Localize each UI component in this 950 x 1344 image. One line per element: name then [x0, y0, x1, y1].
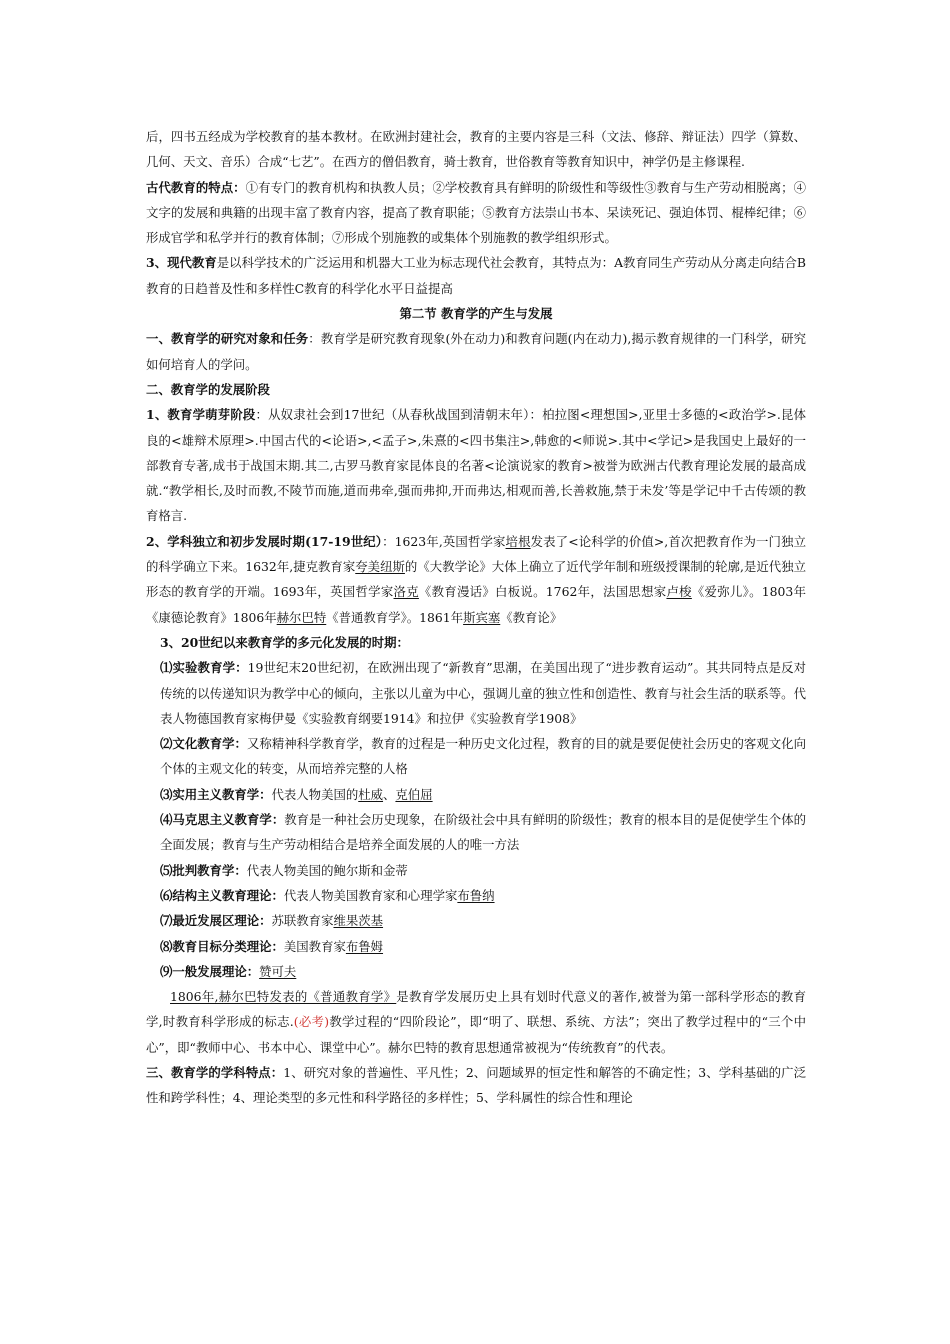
list-item	[146, 858, 806, 883]
list-item	[146, 782, 806, 807]
name-bloom: 布鲁姆	[345, 938, 384, 954]
stage-2-text-4: 《教育漫话》白板说。1762年，法国思想家	[418, 584, 667, 600]
paragraph-stage-1	[146, 402, 806, 528]
modern-education-text: 是以科学技术的广泛运用和机器大工业为标志现代社会教育，其特点为：A教育同生产劳动从分离走向结合B教育的日趋普及性和多样性C教育的科学化水平日益提高	[146, 255, 806, 296]
item-text: 教育是一种社会历史现象，在阶级社会中具有鲜明的阶级性；教育的根本目的是促使学生个体的全面发展；教育与生产劳动相结合是培养全面发展的人的唯一方法	[160, 812, 807, 853]
stage-2-text-7: 《教育论》	[500, 609, 563, 625]
item-label: ⑵文化教育学：	[160, 736, 247, 752]
item-label: ⑷马克思主义教育学：	[160, 812, 285, 828]
list-item	[146, 959, 806, 984]
herbart-text-2: 教学过程的“四阶段论”，即“明了、联想、系统、方法”；突出了教学过程中的“三个中心”，即“教师中心、书本中心、课堂中心”。赫尔巴特的教育思想通常被视为“传统教育”的代表。	[146, 1014, 806, 1055]
item-text: 代表人物美国教育家和心理学家	[283, 887, 458, 903]
stage-1-label: 1、教育学萌芽阶段	[146, 407, 256, 423]
item-separator: 、	[383, 786, 396, 802]
name-zankov: 赞可夫	[259, 963, 297, 979]
heading-stage-3: 3、20世纪以来教育学的多元化发展的时期：	[160, 634, 409, 650]
paragraph-ancient-features	[146, 175, 806, 251]
item-label: ⑶实用主义教育学：	[160, 786, 272, 802]
list-item	[146, 731, 806, 782]
paragraph-curriculum: 后，四书五经成为学校教育的基本教材。在欧洲封建社会，教育的主要内容是三科（文法、修辞、辩证法）四学（算数、几何、天文、音乐）合成“七艺”。在西方的僧侣教育，骑士教育，世俗教育等教育知识中，神学仍是主修课程.	[146, 129, 806, 170]
name-kilpatrick: 克伯屈	[395, 786, 433, 802]
list-item	[146, 807, 806, 858]
must-test-mark: (必考)	[293, 1014, 330, 1030]
item-label: ⑹结构主义教育理论：	[160, 887, 284, 903]
herbart-text-1: 是教育学发展历史上具有划时代意义的著作,被誉为第一部科学形态的教育学,时教育科学形成的标志.	[146, 989, 806, 1030]
paragraph-modern-education	[146, 250, 806, 301]
item-text: 美国教育家	[283, 938, 346, 954]
research-object-label: 一、教育学的研究对象和任务	[146, 331, 309, 347]
document-body	[146, 124, 806, 1111]
discipline-features-label: 三、教育学的学科特点：	[146, 1064, 284, 1080]
research-object-text: ：教育学是研究教育现象(外在动力)和教育问题(内在动力),揭示教育规律的一门科学，研究如何培育人的学问。	[146, 331, 806, 372]
stage-2-text-3: 的《大教学论》大体上确立了近代学年制和班级授课制的轮廓,是近代独立形态的教育学的开端。1693年，英国哲学家	[146, 559, 806, 600]
list-item	[146, 883, 806, 908]
item-label: ⑸批判教育学：	[160, 862, 247, 878]
stage-2-text-2: 发表了<论科学的价值>,首次把教育作为一门独立的科学确立下来。1632年,捷克教育家	[146, 533, 806, 575]
name-herbart: 赫尔巴特	[276, 609, 327, 625]
ancient-features-text: ①有专门的教育机构和执教人员；②学校教育具有鲜明的阶级性和等级性③教育与生产劳动相脱离；④文字的发展和典籍的出现丰富了教育内容，提高了教育职能；⑤教育方法崇山书本、呆读死记、强迫体罚、棍棒纪律；⑥形成官学和私学并行的教育体制；⑦形成个别施教的或集体个别施教的教学组织形式。	[146, 179, 807, 246]
item-text: 代表人物美国的鲍尔斯和金蒂	[246, 862, 408, 878]
section-title: 第二节 教育学的产生与发展	[399, 306, 553, 322]
name-locke: 洛克	[393, 584, 419, 600]
list-item	[146, 934, 806, 959]
paragraph-research-object	[146, 326, 806, 377]
name-dewey: 杜威	[358, 786, 384, 802]
name-spencer: 斯宾塞	[463, 609, 501, 625]
discipline-features-text: 1、研究对象的普遍性、平凡性；2、问题域界的恒定性和解答的不确定性；3、学科基础的广泛性和跨学科性；4、理论类型的多元性和科学路径的多样性；5、学科属性的综合性和理论	[146, 1064, 807, 1106]
item-label: ⑴实验教育学：	[160, 660, 248, 676]
item-text: 又称精神科学教育学，教育的过程是一种历史文化过程，教育的目的就是要促使社会历史的客观文化向个体的主观文化的转变，从而培养完整的人格	[160, 736, 807, 777]
list-item	[146, 908, 806, 933]
name-bruner: 布鲁纳	[457, 887, 495, 903]
item-text: 19世纪末20世纪初，在欧洲出现了“新教育”思潮，在美国出现了“进步教育运动”。其共同特点是反对传统的以传递知识为教学中心的倾向，主张以儿童为中心，强调儿童的独立性和创造性、教育与社会生活的联系等。代表人物德国教育家梅伊曼《实验教育纲要1914》和拉伊《实验教育学1908》	[160, 660, 807, 726]
ancient-features-label: 古代教育的特点：	[146, 179, 246, 195]
paragraph-stage-2	[146, 529, 806, 630]
stage-2-text-1: ：1623年,英国哲学家	[382, 533, 506, 549]
stage-2-text-6: 《普通教育学》。1861年	[326, 609, 464, 625]
stage-2-label: 2、学科独立和初步发展时期(17-19世纪）	[146, 533, 383, 549]
stage-2-text-5: 《爱弥儿》。1803年《康德论教育》1806年	[146, 584, 806, 625]
modern-education-label: 3、现代教育	[146, 255, 217, 271]
item-label: ⑼一般发展理论：	[160, 963, 260, 979]
item-text: 苏联教育家	[271, 913, 334, 929]
heading-development-stages: 二、教育学的发展阶段	[146, 381, 270, 397]
name-bacon: 培根	[505, 533, 531, 549]
paragraph-discipline-features	[146, 1060, 806, 1111]
stage-1-text: ：从奴隶社会到17世纪（从春秋战国到清朝末年）：柏拉图<理想国>,亚里士多德的<政治学>.昆体良的<雄辩术原理>.中国古代的<论语>,<孟子>,朱熹的<四书集注>,韩愈的<师说>.其中<学记>是我国史上最好的一部教育专著,成书于战国末期.其二,古罗马教育家昆体良的名著<论演说家的教育>被誉为欧洲古代教育理论发展的最高成就.“教学相长,及时而教,不陵节而施,道而弗牵,强而弗抑,开而弗达,相观而善,长善救施,禁于未发’等是学记中千古传颂的教育格言.	[146, 407, 806, 524]
name-comenius: 夸美纽斯	[355, 559, 405, 575]
list-item	[146, 655, 806, 731]
herbart-highlight: 1806年,赫尔巴特发表的《普通教育学》	[170, 989, 397, 1005]
item-label: ⑺最近发展区理论：	[160, 913, 272, 929]
item-text: 代表人物美国的	[271, 786, 359, 802]
item-label: ⑻教育目标分类理论：	[160, 938, 284, 954]
paragraph-herbart	[146, 984, 806, 1060]
name-vygotsky: 维果茨基	[333, 913, 384, 929]
name-rousseau: 卢梭	[666, 584, 692, 600]
